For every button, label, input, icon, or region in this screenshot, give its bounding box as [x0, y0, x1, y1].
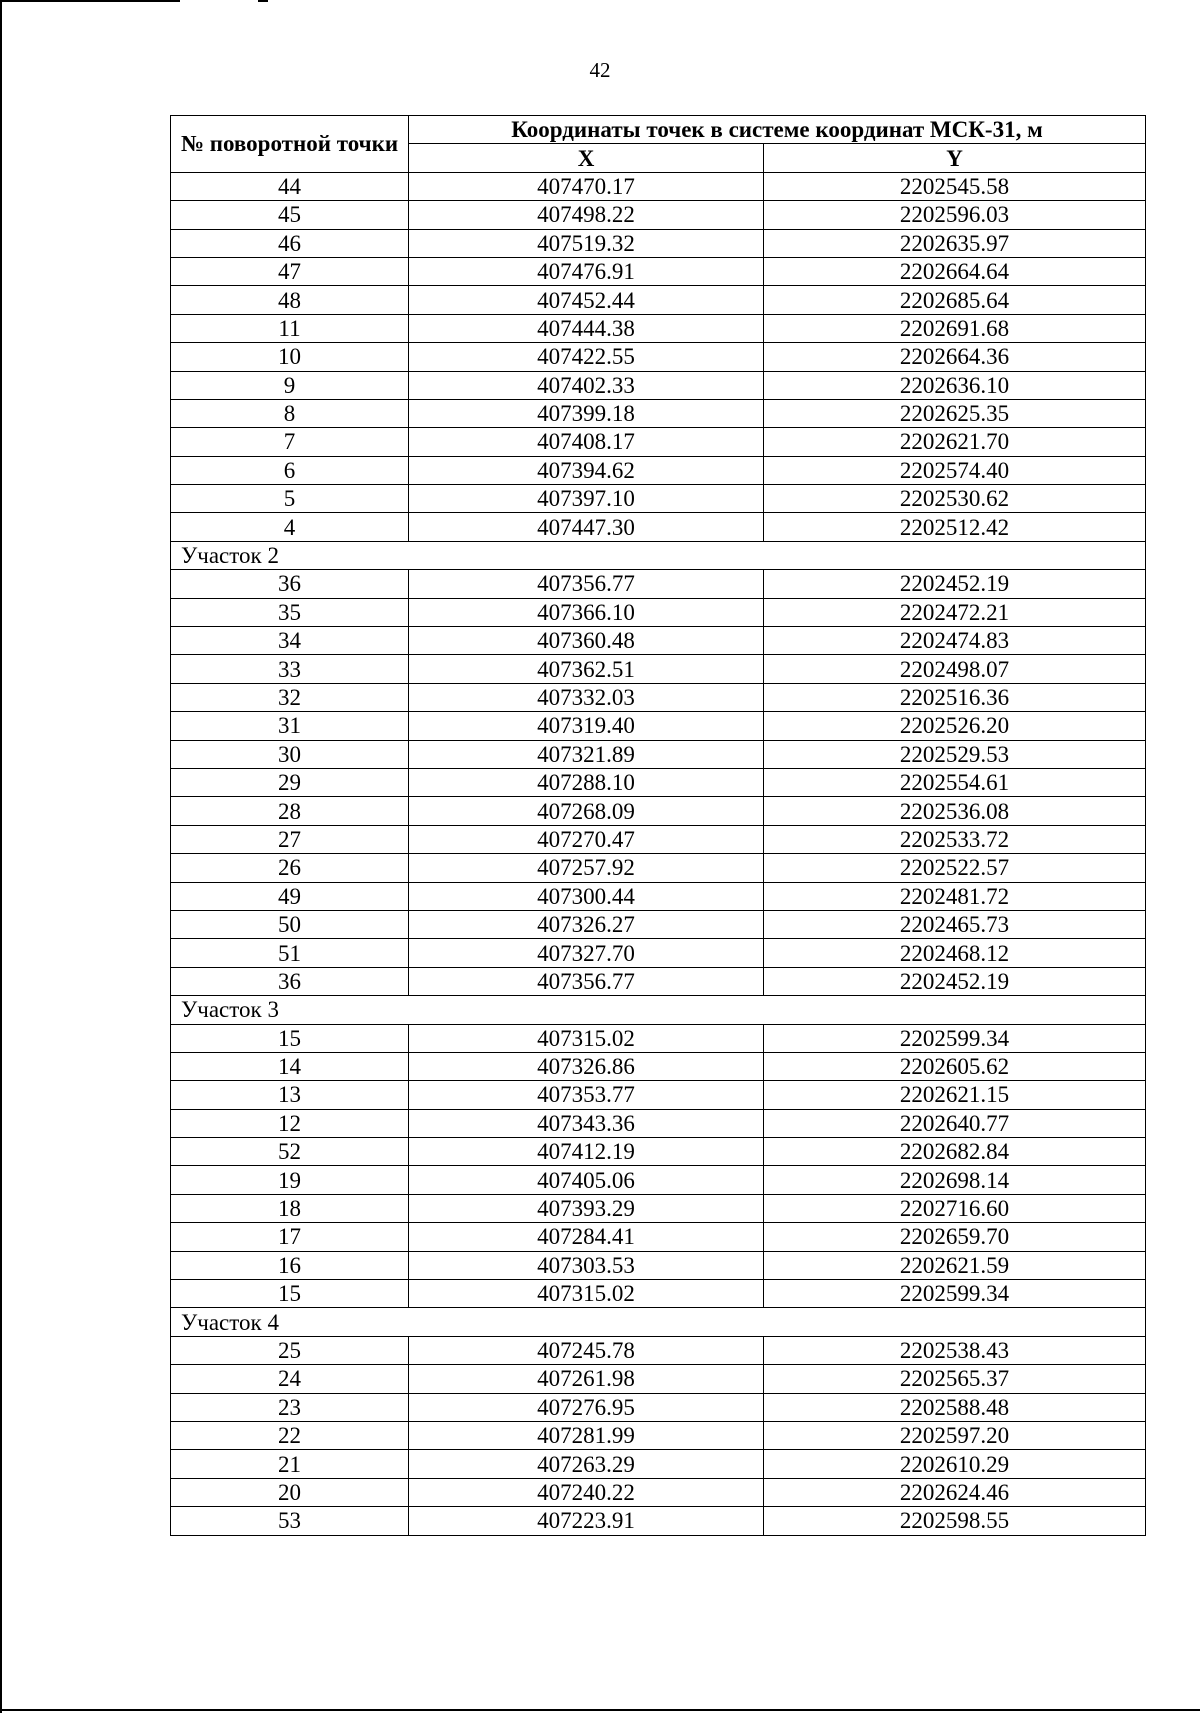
x-coordinate-cell: 407397.10 — [409, 485, 764, 513]
point-number-cell: 11 — [171, 314, 409, 342]
y-coordinate-cell: 2202574.40 — [764, 456, 1146, 484]
point-number-cell: 34 — [171, 627, 409, 655]
x-coordinate-cell: 407326.27 — [409, 910, 764, 938]
point-number-cell: 16 — [171, 1251, 409, 1279]
point-number-cell: 5 — [171, 485, 409, 513]
y-coordinate-cell: 2202468.12 — [764, 939, 1146, 967]
table-row — [171, 456, 1146, 484]
point-number-cell: 26 — [171, 854, 409, 882]
point-number-cell: 6 — [171, 456, 409, 484]
point-number-cell: 28 — [171, 797, 409, 825]
y-coordinate-cell: 2202512.42 — [764, 513, 1146, 541]
y-coordinate-cell: 2202565.37 — [764, 1365, 1146, 1393]
point-number-cell: 45 — [171, 201, 409, 229]
y-coordinate-cell: 2202481.72 — [764, 882, 1146, 910]
point-number-cell: 48 — [171, 286, 409, 314]
table-row — [171, 229, 1146, 257]
table-row — [171, 910, 1146, 938]
y-coordinate-cell: 2202530.62 — [764, 485, 1146, 513]
x-coordinate-cell: 407519.32 — [409, 229, 764, 257]
y-coordinate-cell: 2202545.58 — [764, 172, 1146, 200]
x-coordinate-cell: 407476.91 — [409, 257, 764, 285]
page-number: 42 — [589, 58, 611, 82]
y-coordinate-cell: 2202621.70 — [764, 428, 1146, 456]
x-coordinate-cell: 407319.40 — [409, 712, 764, 740]
x-coordinate-cell: 407332.03 — [409, 683, 764, 711]
table-row — [171, 939, 1146, 967]
point-number-cell: 22 — [171, 1421, 409, 1449]
table-row — [171, 1109, 1146, 1137]
table-body — [171, 172, 1146, 1535]
point-number-cell: 32 — [171, 683, 409, 711]
section-label: Участок 3 — [171, 996, 1146, 1024]
y-coordinate-cell: 2202716.60 — [764, 1194, 1146, 1222]
x-coordinate-cell: 407360.48 — [409, 627, 764, 655]
table-row — [171, 1251, 1146, 1279]
x-coordinate-cell: 407240.22 — [409, 1478, 764, 1506]
point-number-cell: 47 — [171, 257, 409, 285]
table-row — [171, 343, 1146, 371]
point-number-cell: 36 — [171, 570, 409, 598]
table-row — [171, 201, 1146, 229]
point-number-cell: 31 — [171, 712, 409, 740]
y-coordinate-cell: 2202624.46 — [764, 1478, 1146, 1506]
x-coordinate-cell: 407452.44 — [409, 286, 764, 314]
point-number-cell: 50 — [171, 910, 409, 938]
scan-border-left — [0, 0, 2, 1713]
table-row — [171, 1478, 1146, 1506]
point-number-cell: 44 — [171, 172, 409, 200]
y-coordinate-cell: 2202588.48 — [764, 1393, 1146, 1421]
x-coordinate-cell: 407327.70 — [409, 939, 764, 967]
section-row — [171, 996, 1146, 1024]
scan-border-bottom — [0, 1709, 1200, 1711]
table-row — [171, 683, 1146, 711]
point-number-cell: 15 — [171, 1024, 409, 1052]
y-coordinate-cell: 2202596.03 — [764, 201, 1146, 229]
y-coordinate-cell: 2202598.55 — [764, 1507, 1146, 1535]
x-coordinate-cell: 407394.62 — [409, 456, 764, 484]
point-number-cell: 20 — [171, 1478, 409, 1506]
x-coordinate-cell: 407356.77 — [409, 570, 764, 598]
table-row — [171, 768, 1146, 796]
x-coordinate-cell: 407422.55 — [409, 343, 764, 371]
x-coordinate-cell: 407356.77 — [409, 967, 764, 995]
table-row — [171, 513, 1146, 541]
table-row — [171, 1421, 1146, 1449]
y-coordinate-cell: 2202664.36 — [764, 343, 1146, 371]
table-row — [171, 740, 1146, 768]
y-coordinate-cell: 2202685.64 — [764, 286, 1146, 314]
x-coordinate-cell: 407412.19 — [409, 1138, 764, 1166]
table-row — [171, 1365, 1146, 1393]
y-coordinate-cell: 2202635.97 — [764, 229, 1146, 257]
y-coordinate-cell: 2202536.08 — [764, 797, 1146, 825]
x-coordinate-cell: 407276.95 — [409, 1393, 764, 1421]
x-coordinate-cell: 407263.29 — [409, 1450, 764, 1478]
point-number-cell: 51 — [171, 939, 409, 967]
x-coordinate-cell: 407261.98 — [409, 1365, 764, 1393]
table-row — [171, 485, 1146, 513]
y-coordinate-cell: 2202691.68 — [764, 314, 1146, 342]
point-number-cell: 27 — [171, 825, 409, 853]
x-coordinate-cell: 407268.09 — [409, 797, 764, 825]
y-coordinate-cell: 2202498.07 — [764, 655, 1146, 683]
point-number-cell: 36 — [171, 967, 409, 995]
x-coordinate-cell: 407321.89 — [409, 740, 764, 768]
x-coordinate-cell: 407315.02 — [409, 1024, 764, 1052]
point-number-cell: 46 — [171, 229, 409, 257]
point-number-cell: 19 — [171, 1166, 409, 1194]
x-coordinate-cell: 407408.17 — [409, 428, 764, 456]
point-number-cell: 24 — [171, 1365, 409, 1393]
table-row — [171, 286, 1146, 314]
x-coordinate-cell: 407223.91 — [409, 1507, 764, 1535]
table-row — [171, 1280, 1146, 1308]
x-coordinate-cell: 407444.38 — [409, 314, 764, 342]
point-number-cell: 25 — [171, 1336, 409, 1364]
y-coordinate-cell: 2202533.72 — [764, 825, 1146, 853]
point-number-cell: 49 — [171, 882, 409, 910]
point-number-cell: 9 — [171, 371, 409, 399]
table-row — [171, 797, 1146, 825]
y-coordinate-cell: 2202682.84 — [764, 1138, 1146, 1166]
point-number-cell: 21 — [171, 1450, 409, 1478]
table-row — [171, 854, 1146, 882]
x-coordinate-cell: 407402.33 — [409, 371, 764, 399]
table-row — [171, 314, 1146, 342]
section-label: Участок 4 — [171, 1308, 1146, 1336]
header-x: X — [409, 144, 764, 172]
table-row — [171, 655, 1146, 683]
y-coordinate-cell: 2202605.62 — [764, 1052, 1146, 1080]
point-number-cell: 30 — [171, 740, 409, 768]
header-y: Y — [764, 144, 1146, 172]
table-row — [171, 967, 1146, 995]
y-coordinate-cell: 2202538.43 — [764, 1336, 1146, 1364]
x-coordinate-cell: 407281.99 — [409, 1421, 764, 1449]
y-coordinate-cell: 2202529.53 — [764, 740, 1146, 768]
y-coordinate-cell: 2202597.20 — [764, 1421, 1146, 1449]
header-coordinates: Координаты точек в системе координат МСК-31, м — [409, 116, 1146, 144]
y-coordinate-cell: 2202621.15 — [764, 1081, 1146, 1109]
table-row — [171, 1138, 1146, 1166]
table-row — [171, 1194, 1146, 1222]
point-number-cell: 29 — [171, 768, 409, 796]
table-row — [171, 172, 1146, 200]
y-coordinate-cell: 2202472.21 — [764, 598, 1146, 626]
y-coordinate-cell: 2202474.83 — [764, 627, 1146, 655]
x-coordinate-cell: 407284.41 — [409, 1223, 764, 1251]
point-number-cell: 17 — [171, 1223, 409, 1251]
x-coordinate-cell: 407405.06 — [409, 1166, 764, 1194]
table-row — [171, 570, 1146, 598]
table-row — [171, 1223, 1146, 1251]
y-coordinate-cell: 2202610.29 — [764, 1450, 1146, 1478]
point-number-cell: 33 — [171, 655, 409, 683]
section-label: Участок 2 — [171, 541, 1146, 569]
table-row — [171, 1507, 1146, 1535]
table-row — [171, 712, 1146, 740]
point-number-cell: 18 — [171, 1194, 409, 1222]
table-row — [171, 257, 1146, 285]
y-coordinate-cell: 2202452.19 — [764, 967, 1146, 995]
y-coordinate-cell: 2202526.20 — [764, 712, 1146, 740]
y-coordinate-cell: 2202621.59 — [764, 1251, 1146, 1279]
x-coordinate-cell: 407315.02 — [409, 1280, 764, 1308]
scan-border-top — [0, 0, 180, 2]
section-row — [171, 1308, 1146, 1336]
table-row — [171, 371, 1146, 399]
y-coordinate-cell: 2202599.34 — [764, 1024, 1146, 1052]
x-coordinate-cell: 407326.86 — [409, 1052, 764, 1080]
y-coordinate-cell: 2202640.77 — [764, 1109, 1146, 1137]
table-row — [171, 1336, 1146, 1364]
point-number-cell: 23 — [171, 1393, 409, 1421]
point-number-cell: 35 — [171, 598, 409, 626]
table-row — [171, 1393, 1146, 1421]
point-number-cell: 4 — [171, 513, 409, 541]
table-row — [171, 1024, 1146, 1052]
scan-border-top-fragment — [258, 0, 268, 2]
table-row — [171, 1052, 1146, 1080]
point-number-cell: 52 — [171, 1138, 409, 1166]
x-coordinate-cell: 407300.44 — [409, 882, 764, 910]
y-coordinate-cell: 2202465.73 — [764, 910, 1146, 938]
table-row — [171, 627, 1146, 655]
x-coordinate-cell: 407399.18 — [409, 399, 764, 427]
y-coordinate-cell: 2202698.14 — [764, 1166, 1146, 1194]
y-coordinate-cell: 2202664.64 — [764, 257, 1146, 285]
x-coordinate-cell: 407303.53 — [409, 1251, 764, 1279]
y-coordinate-cell: 2202554.61 — [764, 768, 1146, 796]
table-row — [171, 825, 1146, 853]
table-row — [171, 428, 1146, 456]
x-coordinate-cell: 407447.30 — [409, 513, 764, 541]
y-coordinate-cell: 2202636.10 — [764, 371, 1146, 399]
y-coordinate-cell: 2202599.34 — [764, 1280, 1146, 1308]
x-coordinate-cell: 407257.92 — [409, 854, 764, 882]
table-row — [171, 598, 1146, 626]
table-row — [171, 882, 1146, 910]
x-coordinate-cell: 407362.51 — [409, 655, 764, 683]
x-coordinate-cell: 407498.22 — [409, 201, 764, 229]
table-row — [171, 1450, 1146, 1478]
point-number-cell: 14 — [171, 1052, 409, 1080]
coordinates-table — [170, 115, 1146, 1536]
point-number-cell: 10 — [171, 343, 409, 371]
y-coordinate-cell: 2202625.35 — [764, 399, 1146, 427]
x-coordinate-cell: 407366.10 — [409, 598, 764, 626]
table-row — [171, 1166, 1146, 1194]
x-coordinate-cell: 407470.17 — [409, 172, 764, 200]
header-point-number: № поворотной точки — [171, 116, 409, 173]
point-number-cell: 53 — [171, 1507, 409, 1535]
point-number-cell: 13 — [171, 1081, 409, 1109]
x-coordinate-cell: 407393.29 — [409, 1194, 764, 1222]
y-coordinate-cell: 2202659.70 — [764, 1223, 1146, 1251]
point-number-cell: 15 — [171, 1280, 409, 1308]
point-number-cell: 12 — [171, 1109, 409, 1137]
point-number-cell: 8 — [171, 399, 409, 427]
x-coordinate-cell: 407288.10 — [409, 768, 764, 796]
x-coordinate-cell: 407270.47 — [409, 825, 764, 853]
table-row — [171, 399, 1146, 427]
x-coordinate-cell: 407245.78 — [409, 1336, 764, 1364]
section-row — [171, 541, 1146, 569]
y-coordinate-cell: 2202452.19 — [764, 570, 1146, 598]
x-coordinate-cell: 407343.36 — [409, 1109, 764, 1137]
point-number-cell: 7 — [171, 428, 409, 456]
y-coordinate-cell: 2202516.36 — [764, 683, 1146, 711]
y-coordinate-cell: 2202522.57 — [764, 854, 1146, 882]
x-coordinate-cell: 407353.77 — [409, 1081, 764, 1109]
table-row — [171, 1081, 1146, 1109]
